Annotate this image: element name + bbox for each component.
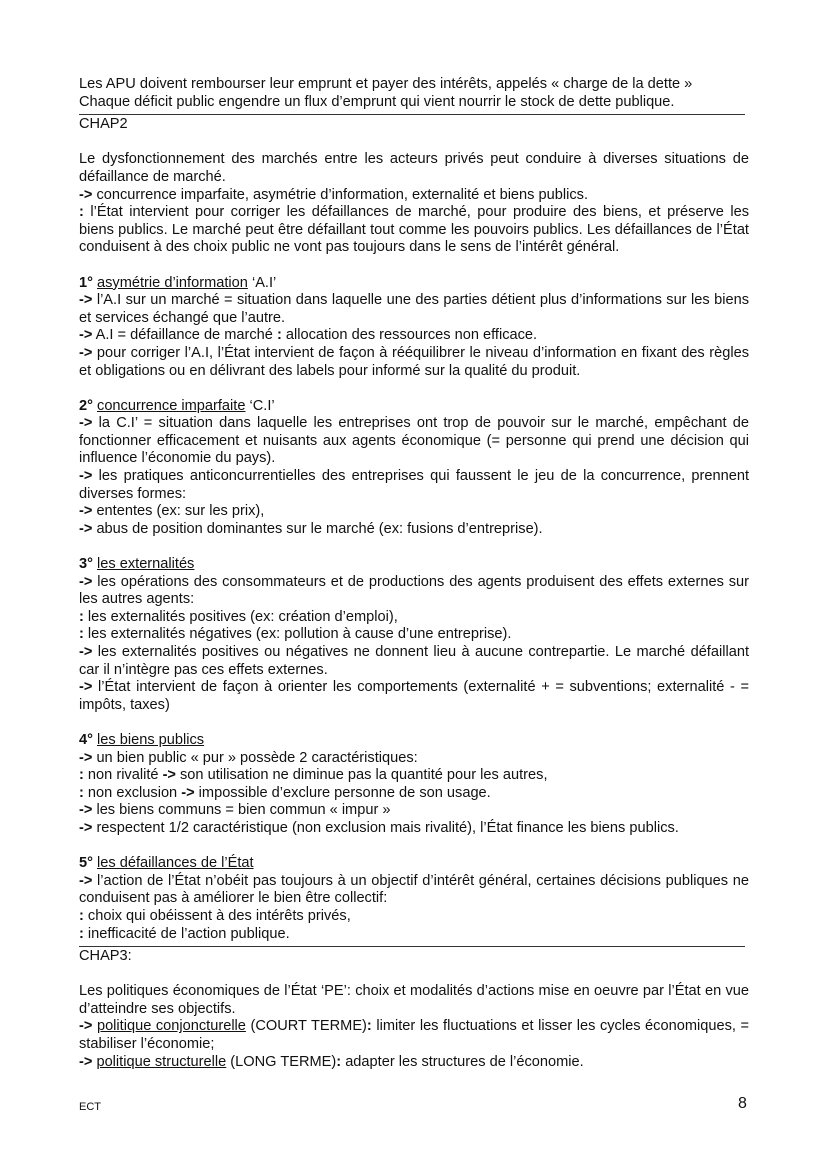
- chap2-para-2: -> concurrence imparfaite, asymétrie d’information, externalité et biens publics.: [79, 186, 589, 203]
- section-4-heading: 4° les biens publics: [79, 731, 205, 748]
- section-1-item: -> l’A.I sur un marché = situation dans laquelle une des parties détient plus d’informations sur les biens et services échangé que l’autre.: [79, 292, 749, 326]
- section-4-item: -> un bien public « pur » possède 2 caractéristiques:: [79, 749, 418, 766]
- section-4-item: : non exclusion -> impossible d’exclure personne de son usage.: [79, 784, 491, 801]
- section-2-heading: 2° concurrence imparfaite ‘C.I’: [79, 397, 275, 414]
- section-5-item: : inefficacité de l’action publique.: [79, 925, 290, 942]
- section-1-item: -> A.I = défaillance de marché : allocation des ressources non efficace.: [79, 327, 538, 344]
- section-3-item: -> les opérations des consommateurs et de productions des agents produisent des effets externes sur les autres agents:: [79, 573, 749, 608]
- section-2-item: -> les pratiques anticoncurrentielles des entreprises qui faussent le jeu de la concurrence, prennent diverses formes:: [79, 468, 749, 502]
- divider: [79, 114, 745, 115]
- section-4-item: -> les biens communs = bien commun « impur »: [79, 802, 391, 819]
- section-4-item: : non rivalité -> son utilisation ne diminue pas la quantité pour les autres,: [79, 767, 548, 784]
- section-5-heading: 5° les défaillances de l’État: [79, 855, 254, 872]
- section-4-item: -> respectent 1/2 caractéristique (non exclusion mais rivalité), l’État finance les biens publics.: [79, 819, 679, 836]
- chap2-title: CHAP2: [79, 116, 128, 133]
- section-5-item: -> l’action de l’État n’obéit pas toujours à un objectif d’intérêt général, certaines décisions publiques ne conduisent pas à améliorer le bien être collectif:: [79, 872, 749, 907]
- chap2-para-1: Le dysfonctionnement des marchés entre les acteurs privés peut conduire à diverses situations de défaillance de marché.: [79, 151, 749, 185]
- section-2-item: -> ententes (ex: sur les prix),: [79, 503, 265, 520]
- chap3-item-2: -> politique structurelle (LONG TERME): adapter les structures de l’économie.: [79, 1053, 584, 1070]
- footer-label: ECT: [79, 1101, 101, 1113]
- chap2-para-3: : l’État intervient pour corriger les défaillances de marché, pour produire des biens, et préserve les biens publics. Le marché peut être défaillant tout comme les pouvoirs publics. Les défaillances de l’État conduisent à des choix public ne vont pas toujours dans le sens de l’intérêt général.: [79, 204, 749, 256]
- intro-line-1: Les APU doivent rembourser leur emprunt et payer des intérêts, appelés « charge de la dette »: [79, 76, 693, 92]
- section-1-item: -> pour corriger l’A.I, l’État intervient de façon à rééquilibrer le niveau d’information en fixant des règles et obligations ou en délivrant des labels pour informé sur la qualité du produit.: [79, 344, 749, 379]
- document-body: [79, 76, 749, 1071]
- section-3-item: -> l’État intervient de façon à orienter les comportements (externalité + = subventions; externalité - = impôts, taxes): [79, 679, 749, 713]
- section-5-item: : choix qui obéissent à des intérêts privés,: [79, 907, 351, 924]
- section-2-item: -> la C.I’ = situation dans laquelle les entreprises ont trop de pouvoir sur le marché, empêchant de fonctionner efficacement et nuisants aux agents économique (= personne qui prend une décision qui influence l’économie du pays).: [79, 415, 749, 467]
- chap3-title: CHAP3:: [79, 948, 132, 965]
- section-3-item: : les externalités négatives (ex: pollution à cause d’une entreprise).: [79, 626, 512, 643]
- chap3-item-1: -> politique conjoncturelle (COURT TERME): limiter les fluctuations et lisser les cycles économiques, = stabiliser l’économie;: [79, 1018, 749, 1053]
- divider: [79, 946, 745, 947]
- page-number: 8: [738, 1095, 747, 1112]
- intro-line-2: Chaque déficit public engendre un flux d’emprunt qui vient nourrir le stock de dette publique.: [79, 93, 675, 110]
- section-3-item: -> les externalités positives ou négatives ne donnent lieu à aucune contrepartie. Le marché défaillant car il n’intègre pas ces effets externes.: [79, 644, 749, 678]
- section-3-heading: 3° les externalités: [79, 556, 195, 573]
- section-3-item: : les externalités positives (ex: création d’emploi),: [79, 608, 398, 625]
- chap3-para-1: Les politiques économiques de l’État ‘PE’: choix et modalités d’actions mise en oeuvre par l’État en vue d’atteindre ses objectifs.: [79, 983, 749, 1017]
- section-1-heading: 1° asymétrie d’information ‘A.I’: [79, 274, 277, 291]
- section-2-item: -> abus de position dominantes sur le marché (ex: fusions d’entreprise).: [79, 520, 543, 537]
